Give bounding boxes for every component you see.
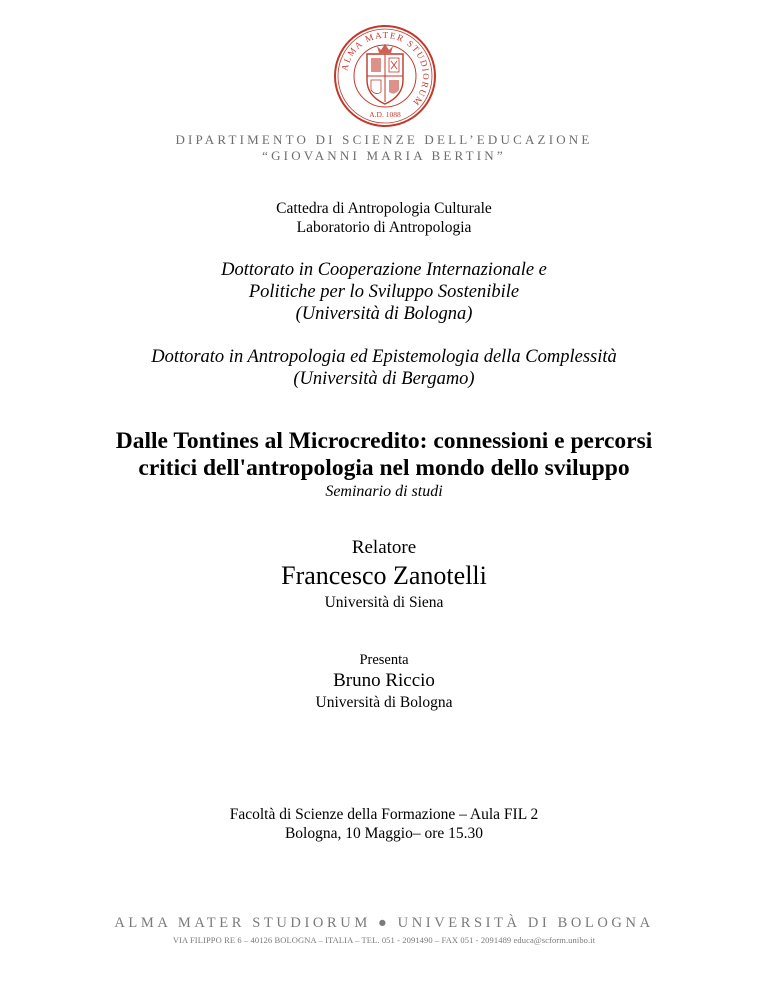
university-seal-logo <box>333 24 437 128</box>
department-name-line2: “GIOVANNI MARIA BERTIN” <box>262 148 506 163</box>
footer-address: VIA FILIPPO RE 6 – 40126 BOLOGNA – ITALIA – TEL. 051 - 2091490 – FAX 051 - 2091489 educa@scform.unibo.it <box>172 935 596 945</box>
doctorate-bergamo-line1: Dottorato in Antropologia ed Epistemologia della Complessità <box>151 347 617 367</box>
doctorate-bologna-university: (Università di Bologna) <box>295 304 473 324</box>
seminar-subtitle: Seminario di studi <box>325 483 443 500</box>
speaker-affiliation: Università di Siena <box>324 594 444 611</box>
presenter-role: Presenta <box>359 652 409 668</box>
presenter-affiliation: Università di Bologna <box>315 694 453 711</box>
seminar-title-line2: critici dell'antropologia nel mondo dello sviluppo <box>138 455 630 481</box>
svg-text:ALMA MATER STUDIORUM: ALMA MATER STUDIORUM <box>339 29 432 109</box>
speaker-role: Relatore <box>351 537 417 558</box>
presenter-name: Bruno Riccio <box>333 670 435 691</box>
date-time-line: Bologna, 10 Maggio– ore 15.30 <box>284 825 484 842</box>
svg-text:A.D. 1088: A.D. 1088 <box>369 110 401 119</box>
chair-line: Cattedra di Antropologia Culturale <box>276 200 492 217</box>
doctorate-bologna-line2: Politiche per lo Sviluppo Sostenibile <box>248 282 520 302</box>
seminar-title-line1: Dalle Tontines al Microcredito: connessioni e percorsi <box>115 428 653 454</box>
venue-line: Facoltà di Scienze della Formazione – Aula FIL 2 <box>229 806 539 823</box>
speaker-name: Francesco Zanotelli <box>281 561 487 590</box>
footer-university-name: ALMA MATER STUDIORUM ● UNIVERSITÀ DI BOLOGNA <box>114 915 654 931</box>
laboratory-line: Laboratorio di Antropologia <box>296 219 472 236</box>
department-name-line1: DIPARTIMENTO DI SCIENZE DELL’EDUCAZIONE <box>175 132 593 147</box>
doctorate-bologna-line1: Dottorato in Cooperazione Internazionale e <box>221 260 547 280</box>
doctorate-bergamo-university: (Università di Bergamo) <box>293 369 475 389</box>
